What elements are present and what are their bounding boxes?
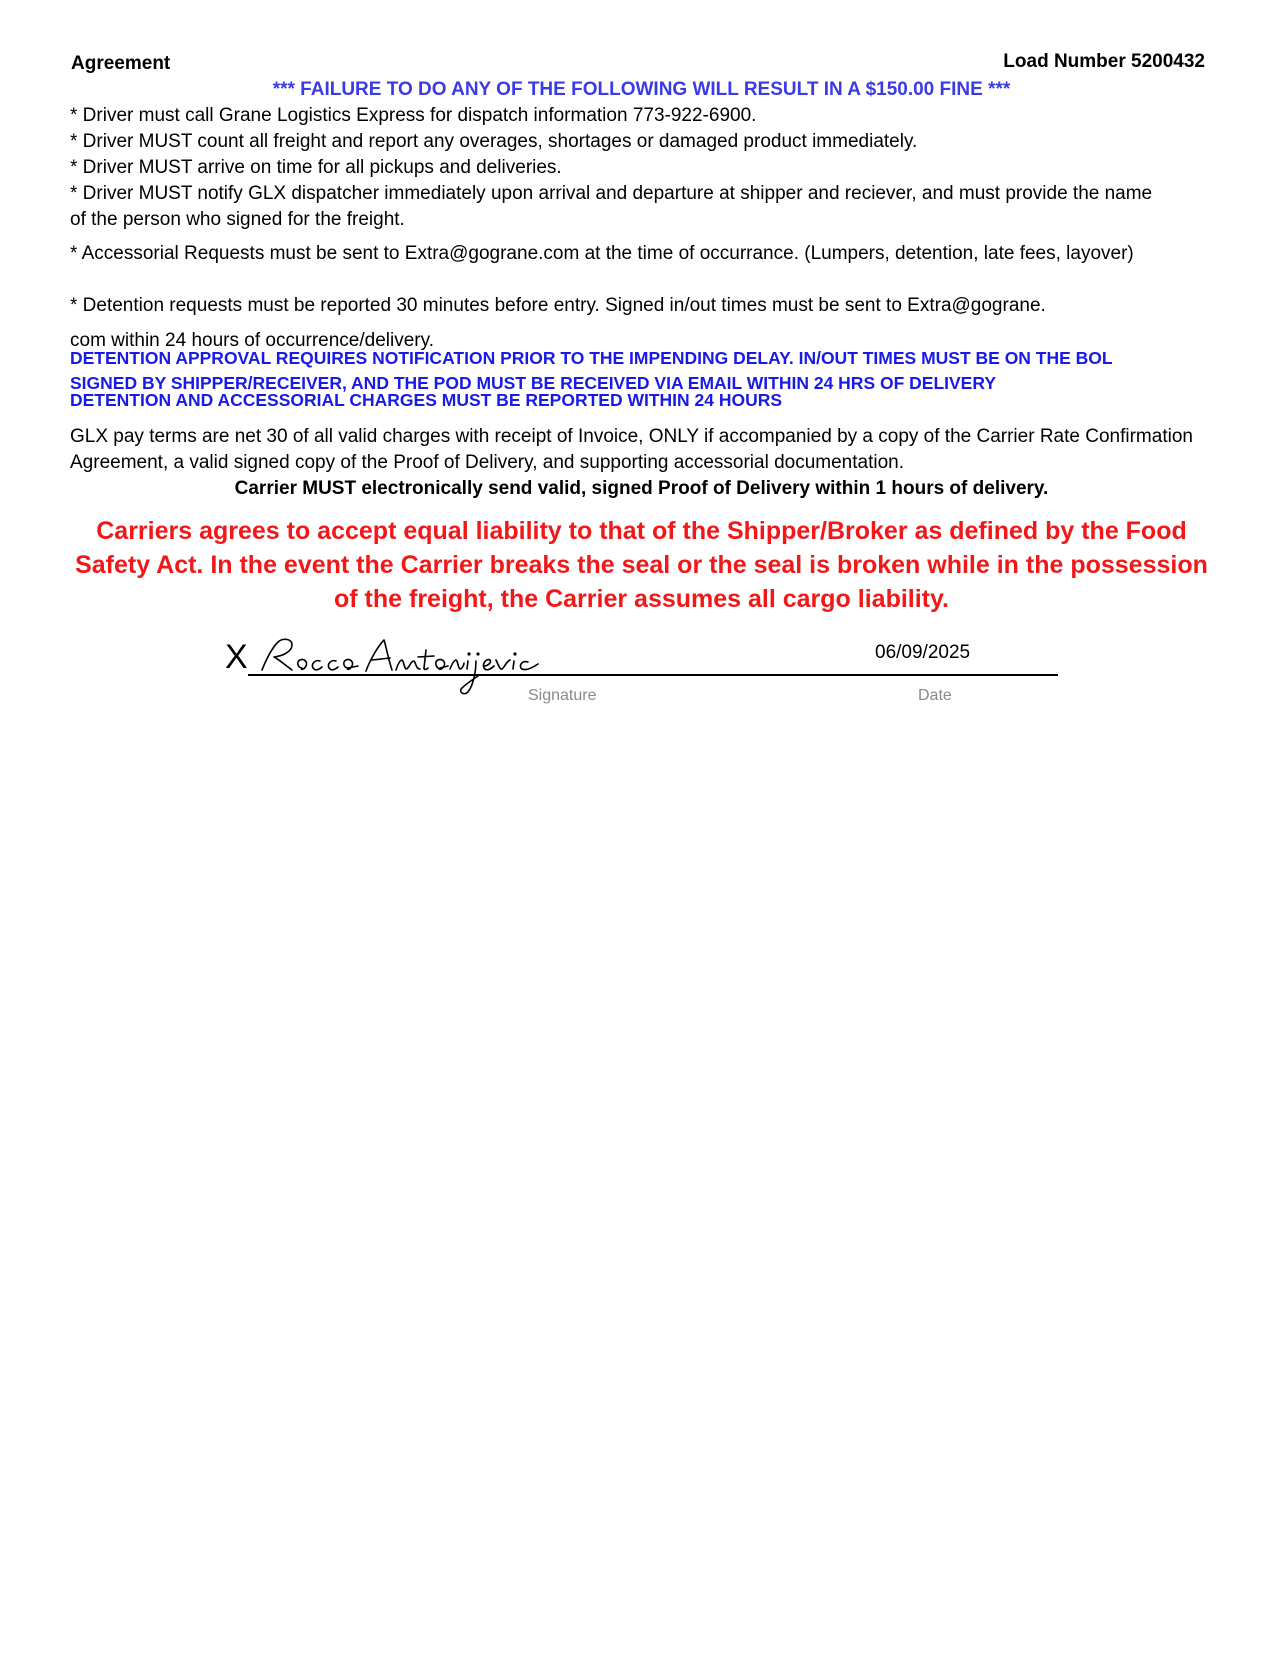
rule-arrive-on-time: * Driver MUST arrive on time for all pickups and deliveries. (70, 157, 562, 178)
pod-notice: Carrier MUST electronically send valid, signed Proof of Delivery within 1 hours of delivery. (234, 478, 1049, 499)
pay-terms: GLX pay terms are net 30 of all valid charges with receipt of Invoice, ONLY if accompanied by a copy of the Carrier Rate Confirmation Agreement, a valid signed copy of the Proof of Delivery, and supporting accessorial documentation. (70, 426, 1193, 473)
date-caption: Date (918, 687, 952, 704)
signature-caption: Signature (528, 687, 597, 704)
liability-statement: Carriers agrees to accept equal liability to that of the Shipper/Broker as defined by the Food Safety Act. In the event the Carrier breaks the seal or the seal is broken while in the possession of the freight, the Carrier assumes all cargo liability. (75, 517, 1208, 613)
detention-notice-line-2: SIGNED BY SHIPPER/RECEIVER, AND THE POD MUST BE RECEIVED VIA EMAIL WITHIN 24 HRS OF DELIVERY (70, 373, 997, 393)
rule-accessorial-requests: * Accessorial Requests must be sent to Extra@gograne.com at the time of occurrance. (Lumpers, detention, late fees, layover) (70, 243, 1134, 264)
rule-detention-requests-cont: com within 24 hours of occurrence/delivery. (70, 330, 434, 351)
document-title: Agreement (71, 53, 171, 74)
signature-x-mark: X (225, 638, 248, 676)
rule-dispatch-call: * Driver must call Grane Logistics Express for dispatch information 773-922-6900. (70, 105, 757, 126)
handwritten-signature (258, 628, 548, 700)
fine-warning: *** FAILURE TO DO ANY OF THE FOLLOWING WILL RESULT IN A $150.00 FINE *** (272, 79, 1011, 100)
load-number: Load Number 5200432 (1003, 51, 1205, 72)
detention-notice-line-3: DETENTION AND ACCESSORIAL CHARGES MUST BE REPORTED WITHIN 24 HOURS (70, 390, 783, 410)
rule-detention-requests: * Detention requests must be reported 30 minutes before entry. Signed in/out times must be sent to Extra@gograne. (70, 295, 1046, 316)
rule-count-freight: * Driver MUST count all freight and report any overages, shortages or damaged product immediately. (70, 131, 918, 152)
rule-notify-dispatcher: * Driver MUST notify GLX dispatcher immediately upon arrival and departure at shipper and reciever, and must provide the name of the person who signed for the freight. (70, 183, 1153, 230)
signature-date: 06/09/2025 (875, 642, 971, 663)
detention-notice-line-1: DETENTION APPROVAL REQUIRES NOTIFICATION PRIOR TO THE IMPENDING DELAY. IN/OUT TIMES MUST BE ON THE BOL (70, 348, 1113, 368)
